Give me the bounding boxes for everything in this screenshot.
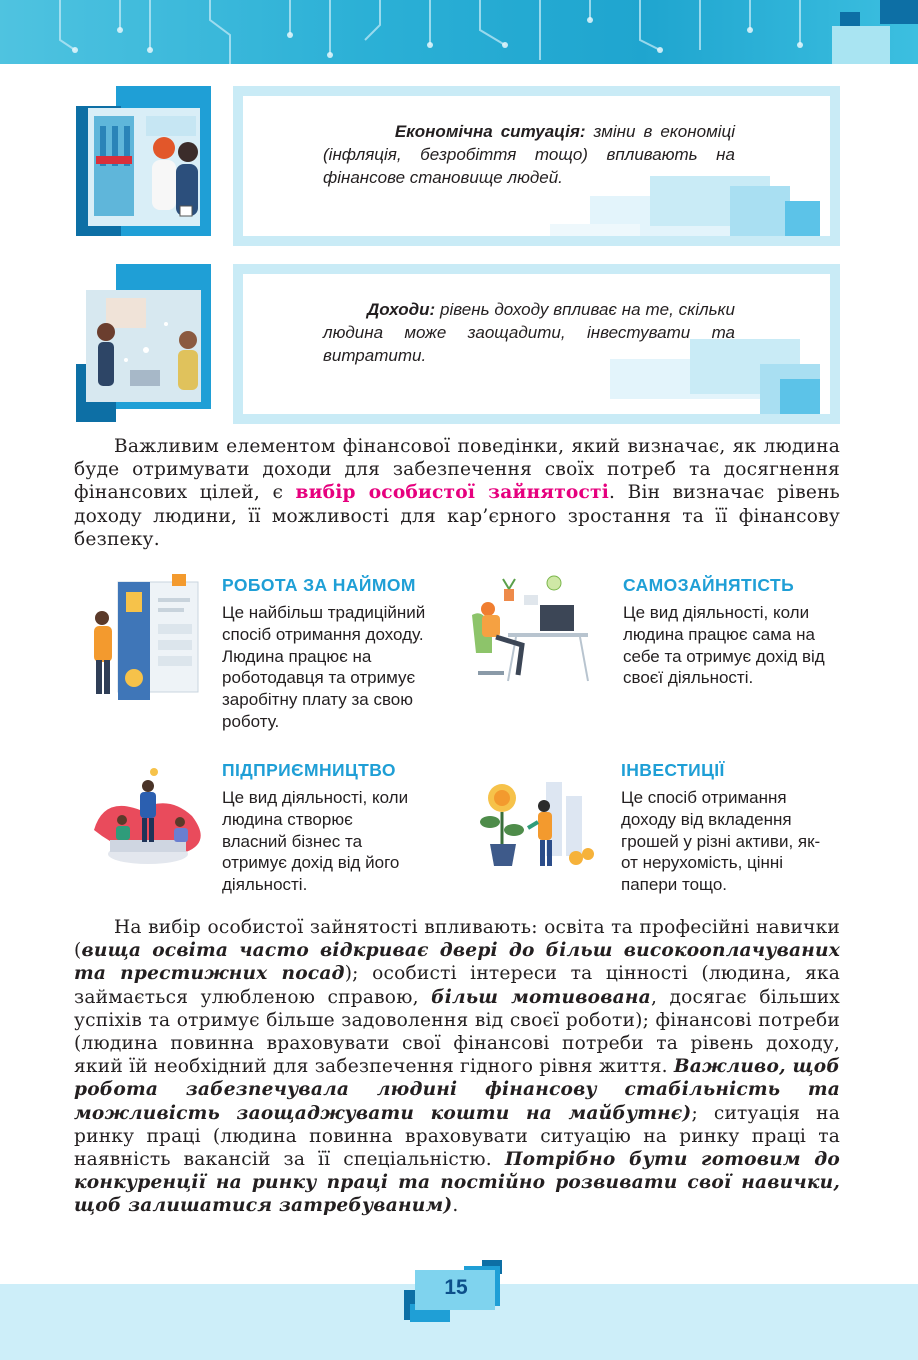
info-box-text	[323, 120, 735, 189]
employment-text-self-employment: Це вид діяльності, коли людина працює сама на себе та отримує дохід від своєї діяльності.	[623, 603, 825, 688]
economic-situation-illustration	[76, 86, 211, 246]
intro-text: Важливим елементом фінансової поведінки, який визначає, як людина буде отримувати доходи для забезпечення своїх потреб та досягнення фінансових цілей, є	[74, 436, 840, 504]
emphasized-text: вища освіта часто відкриває двері до більш високооплачуваних та престижних посад	[74, 940, 840, 985]
closing-text: ); особисті інтереси та цінності (людина, яка займається улюбленою справою,	[74, 963, 840, 1008]
closing-text: , досягає більших успіхів та отримує більше задоволення від своєї роботи); фінансові потреби (людина повинна враховувати свої фінансові потреби та рівень доходу, який їй необхідний для забезпечення гідного рівня життя.	[74, 986, 840, 1078]
closing-text: На вибір особистої зайнятості впливають: освіта та професійні навички (	[74, 917, 840, 962]
header-square-decoration	[840, 12, 860, 26]
intro-text: . Він визначає рівень доходу людини, її можливості для кар’єрного зростання та її фінансову безпеку.	[74, 482, 840, 550]
investment-icon	[470, 776, 596, 870]
info-box-term: Економічна ситуація:	[394, 122, 586, 141]
emphasized-text: Важливо, щоб робота забезпечувала людині фінансову стабільність та можливість заощаджувати кошти на майбутнє)	[74, 1056, 840, 1124]
entrepreneur-icon	[88, 766, 208, 870]
emphasized-text: більш мотивована	[431, 986, 651, 1008]
employment-title-investments: ІНВЕСТИЦІЇ	[621, 760, 725, 780]
employment-title-hired-work: РОБОТА ЗА НАЙМОМ	[222, 575, 416, 595]
info-box-description: зміни в економіці (інфляція, безробіття тощо) впливають на фінансове становище людей.	[323, 122, 736, 187]
highlighted-term: вибір особистої зайнятості	[295, 482, 610, 504]
employment-title-entrepreneurship: ПІДПРИЄМНИЦТВО	[222, 760, 396, 780]
page-number: 15	[444, 1276, 468, 1299]
employee-icon	[88, 574, 206, 702]
intro-paragraph	[74, 435, 840, 551]
header-banner	[0, 0, 918, 64]
emphasized-text: Потрібно бути готовим до конкуренції на ринку праці та постійно розвивати свої навички, щоб залишатися затребуваним)	[74, 1149, 840, 1217]
info-box-text	[323, 298, 735, 367]
income-illustration	[76, 264, 211, 424]
header-square-decoration	[832, 26, 890, 64]
employment-title-self-employment: САМОЗАЙНЯТІСТЬ	[623, 575, 795, 595]
info-box-description: рівень доходу впливає на те, скільки людина може заощадити, інвестувати та витратити.	[323, 300, 735, 365]
info-box-income	[233, 264, 840, 424]
closing-paragraph	[74, 916, 840, 1218]
employment-text-investments: Це спосіб отримання доходу від вкладення грошей у різні активи, як-от нерухомість, цінні папери тощо.	[621, 788, 821, 895]
freelancer-icon	[468, 575, 596, 683]
closing-text: .	[452, 1195, 459, 1217]
employment-text-hired-work: Це найбільш традиційний спосіб отримання доходу. Людина працює на роботодавця та отримує заробітну плату за свою роботу.	[222, 603, 426, 731]
closing-text: ; ситуація на ринку праці (людина повинна враховувати ситуацію на ринку праці та наявність вакансій за її спеціальністю.	[74, 1102, 840, 1171]
header-square-decoration	[880, 0, 918, 24]
info-box-term: Доходи:	[366, 300, 436, 319]
info-box-economic-situation	[233, 86, 840, 246]
circuit-pattern-decoration	[0, 0, 918, 64]
employment-text-entrepreneurship: Це вид діяльності, коли людина створює власний бізнес та отримує дохід від його діяльності.	[222, 788, 409, 895]
